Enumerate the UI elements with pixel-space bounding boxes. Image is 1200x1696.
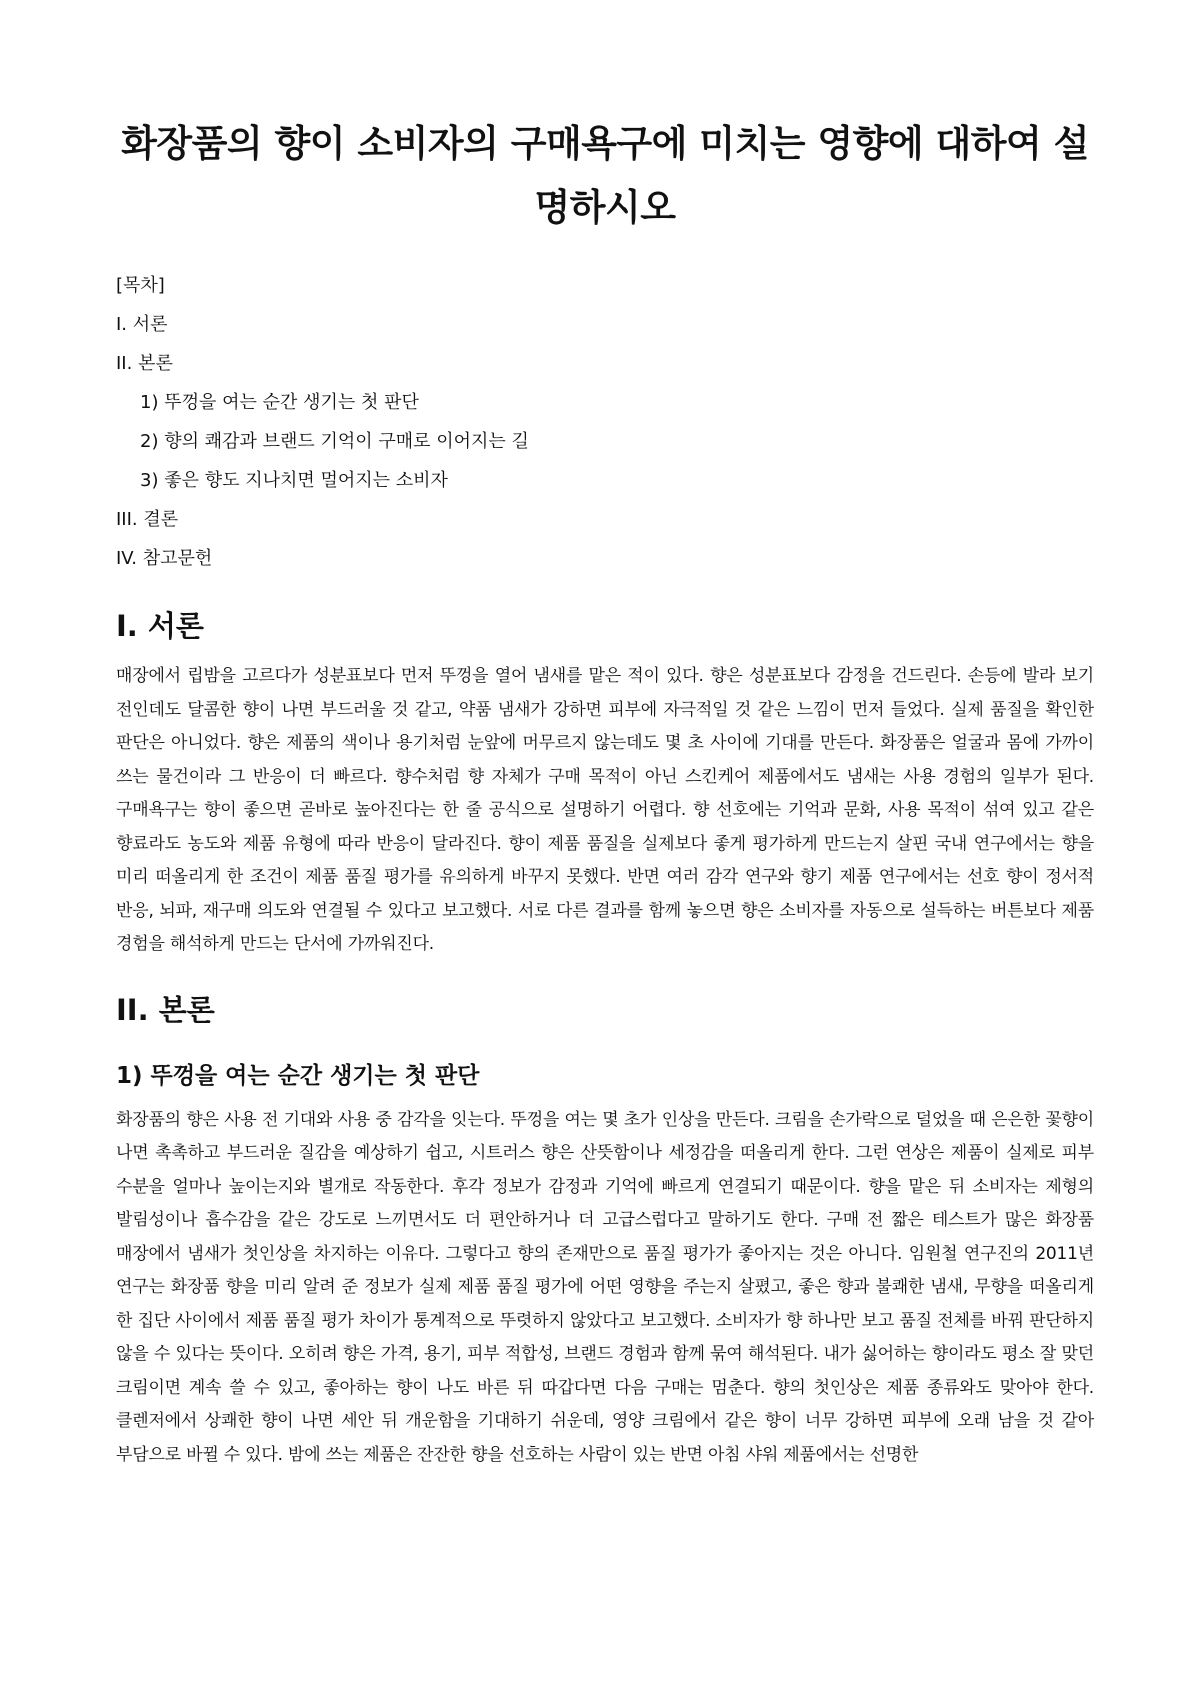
section-heading-introduction: I. 서론 <box>116 609 204 643</box>
toc-item-body-1: 1) 뚜껑을 여는 순간 생기는 첫 판단 <box>140 392 419 413</box>
toc-item-body-3: 3) 좋은 향도 지나치면 멀어지는 소비자 <box>140 470 448 491</box>
toc-label: [목차] <box>116 275 165 296</box>
introduction-paragraph: 매장에서 립밤을 고르다가 성분표보다 먼저 뚜껑을 열어 냄새를 맡은 적이 있다. 향은 성분표보다 감정을 건드린다. 손등에 발라 보기 전인데도 달콤한 향이 나면 부드러울 것 같고, 약품 냄새가 강하면 피부에 자극적일 것 같은 느낌이 먼저 들었다. 실제 품질을 확인한 판단은 아니었다. 향은 제품의 색이나 용기처럼 눈앞에 머무르지 않는데도 몇 초 사이에 기대를 만든다. 화장품은 얼굴과 몸에 가까이 쓰는 물건이라 그 반응이 더 빠르다. 향수처럼 향 자체가 구매 목적이 아닌 스킨케어 제품에서도 냄새는 사용 경험의 일부가 된다. 구매욕구는 향이 좋으면 곧바로 높아진다는 한 줄 공식으로 설명하기 어렵다. 향 선호에는 기억과 문화, 사용 목적이 섞여 있고 같은 향료라도 농도와 제품 유형에 따라 반응이 달라진다. 향이 제품 품질을 실제보다 좋게 평가하게 만드는지 살핀 국내 연구에서는 향을 미리 떠올리게 한 조건이 제품 품질 평가를 유의하게 바꾸지 못했다. 반면 여러 감각 연구와 향기 제품 연구에서는 선호 향이 정서적 반응, 뇌파, 재구매 의도와 연결될 수 있다고 보고했다. 서로 다른 결과를 함께 놓으면 향은 소비자를 자동으로 설득하는 버튼보다 제품 경험을 해석하게 만드는 단서에 가까워진다. <box>116 666 1094 954</box>
section-heading-body: II. 본론 <box>116 992 215 1027</box>
toc-item-references: IV. 참고문헌 <box>116 548 213 569</box>
document-title: 화장품의 향이 소비자의 구매욕구에 미치는 영향에 대하여 설명하시오 <box>121 122 1089 229</box>
subsection-heading-1: 1) 뚜껑을 여는 순간 생기는 첫 판단 <box>116 1062 480 1089</box>
toc-item-conclusion: III. 결론 <box>116 509 179 530</box>
toc-item-body: II. 본론 <box>116 353 173 374</box>
subsection-1-paragraph: 화장품의 향은 사용 전 기대와 사용 중 감각을 잇는다. 뚜껑을 여는 몇 초가 인상을 만든다. 크림을 손가락으로 덜었을 때 은은한 꽃향이 나면 촉촉하고 부드러운 질감을 예상하기 쉽고, 시트러스 향은 산뜻함이나 세정감을 떠올리게 한다. 그런 연상은 제품이 실제로 피부 수분을 얼마나 높이는지와 별개로 작동한다. 후각 정보가 감정과 기억에 빠르게 연결되기 때문이다. 향을 맡은 뒤 소비자는 제형의 발림성이나 흡수감을 같은 강도로 느끼면서도 더 편안하거나 더 고급스럽다고 말하기도 한다. 구매 전 짧은 테스트가 많은 화장품 매장에서 냄새가 첫인상을 차지하는 이유다. 그렇다고 향의 존재만으로 품질 평가가 좋아지는 것은 아니다. 임원철 연구진의 2011년 연구는 화장품 향을 미리 알려 준 정보가 실제 제품 품질 평가에 어떤 영향을 주는지 살폈고, 좋은 향과 불쾌한 냄새, 무향을 떠올리게 한 집단 사이에서 제품 품질 평가 차이가 통계적으로 뚜렷하지 않았다고 보고했다. 소비자가 향 하나만 보고 품질 전체를 바꿔 판단하지 않을 수 있다는 뜻이다. 오히려 향은 가격, 용기, 피부 적합성, 브랜드 경험과 함께 묶여 해석된다. 내가 싫어하는 향이라도 평소 잘 맞던 크림이면 계속 쓸 수 있고, 좋아하는 향이 나도 바른 뒤 따갑다면 다음 구매는 멈춘다. 향의 첫인상은 제품 종류와도 맞아야 한다. 클렌저에서 상쾌한 향이 나면 세안 뒤 개운함을 기대하기 쉬운데, 영양 크림에서 같은 향이 너무 강하면 피부에 오래 남을 것 같아 부담으로 바뀔 수 있다. 밤에 쓰는 제품은 잔잔한 향을 선호하는 사람이 있는 반면 아침 샤워 제품에서는 선명한 <box>116 1109 1094 1465</box>
toc-item-body-2: 2) 향의 쾌감과 브랜드 기억이 구매로 이어지는 길 <box>140 431 529 452</box>
toc-item-introduction: I. 서론 <box>116 314 168 335</box>
table-of-contents <box>116 266 1094 578</box>
